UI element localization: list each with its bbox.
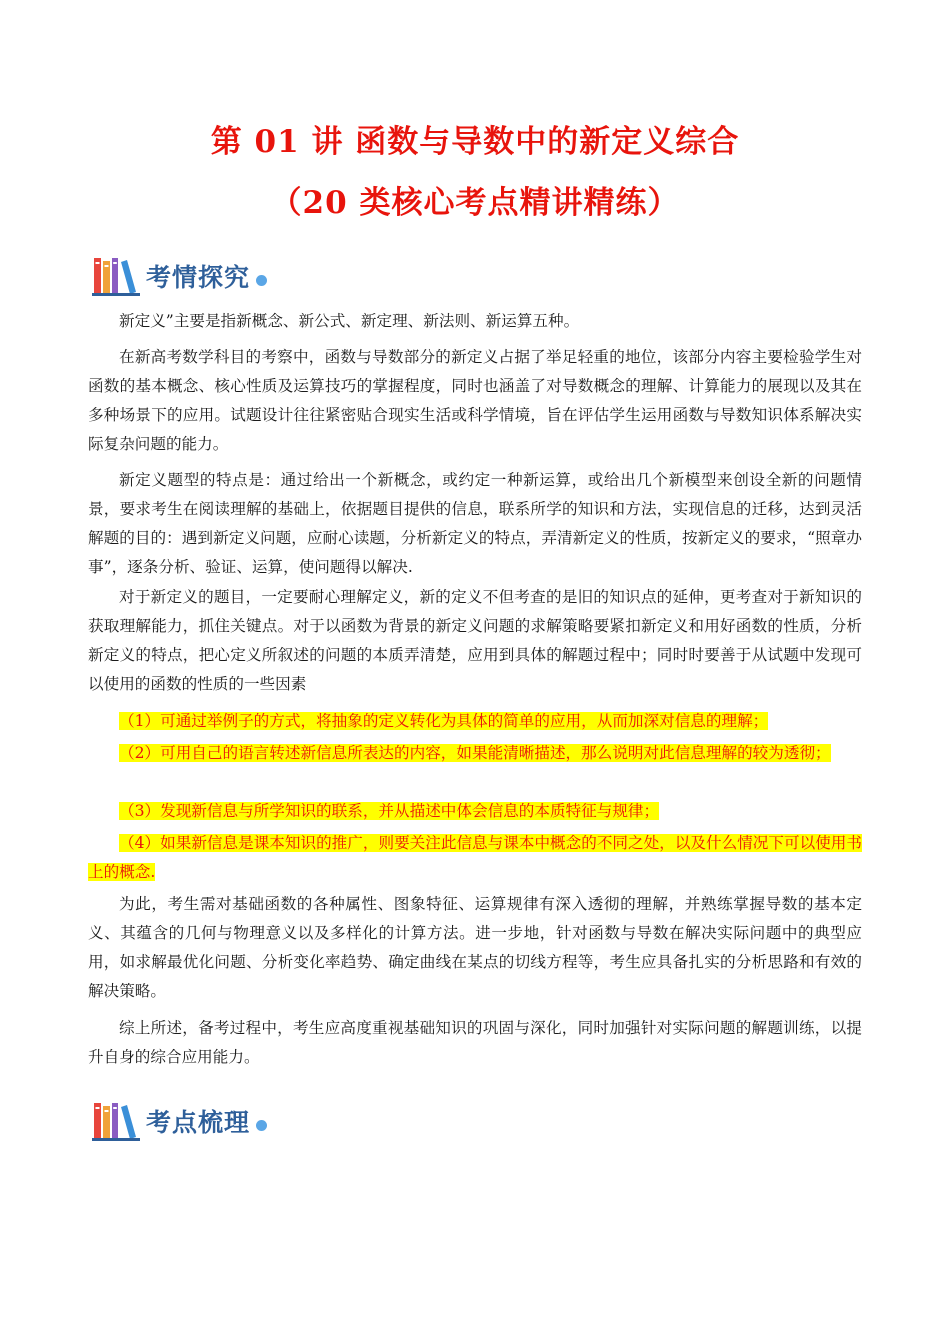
section-title: 考情探究 — [146, 263, 251, 292]
dot-icon — [256, 275, 267, 286]
page-title: 第 01 讲 函数与导数中的新定义综合 — [210, 124, 740, 160]
section-header-kaoqing — [92, 254, 267, 298]
paragraph-summary: 综上所述，备考过程中，考生应高度重视基础知识的巩固与深化，同时加强针对实际问题的解题训练，以提升自身的综合应用能力。 — [88, 1019, 862, 1066]
paragraph-strategy: 对于新定义的题目，一定要耐心理解定义，新的定义不但考查的是旧的知识点的延伸，更考查对于新知识的获取理解能力，抓住关键点。对于以函数为背景的新定义问题的求解策略要紧扣新定义和用好函数的性质，分析新定义的特点，把心定义所叙述的问题的本质弄清楚，应用到具体的解题过程中；同时时要善于从试题中发现可以使用的函数的性质的一些因素 — [88, 588, 862, 693]
section-title: 考点梳理 — [146, 1108, 251, 1137]
paragraph-question-features: 新定义题型的特点是：通过给出一个新概念，或约定一种新运算，或给出几个新模型来创设全新的问题情景，要求考生在阅读理解的基础上，依据题目提供的信息，联系所学的知识和方法，实现信息的迁移，达到灵活解题的目的：遇到新定义问题，应耐心读题，分析新定义的特点，弄清新定义的性质，按新定义的要求，“照章办事”，逐条分析、验证、运算，使问题得以解决. — [88, 471, 862, 576]
section-header-kaodian — [92, 1099, 267, 1143]
highlight-item-1: （1）可通过举例子的方式，将抽象的定义转化为具体的简单的应用，从而加深对信息的理解； — [119, 712, 769, 730]
books-icon — [92, 256, 142, 296]
books-icon — [92, 1101, 142, 1141]
dot-icon — [256, 1120, 267, 1131]
paragraph-exam-overview: 在新高考数学科目的考察中，函数与导数部分的新定义占据了举足轻重的地位，该部分内容主要检验学生对函数的基本概念、核心性质及运算技巧的掌握程度，同时也涵盖了对导数概念的理解、计算能力的展现以及其在多种场景下的应用。试题设计往往紧密贴合现实生活或科学情境，旨在评估学生运用函数与导数知识体系解决实际复杂问题的能力。 — [88, 348, 862, 453]
highlight-item-2: （2）可用自己的语言转述新信息所表达的内容，如果能清晰描述，那么说明对此信息理解的较为透彻； — [119, 744, 831, 762]
paragraph-preparation: 为此，考生需对基础函数的各种属性、图象特征、运算规律有深入透彻的理解，并熟练掌握导数的基本定义、其蕴含的几何与物理意义以及多样化的计算方法。进一步地，针对函数与导数在解决实际问题中的典型应用，如求解最优化问题、分析变化率趋势、确定曲线在某点的切线方程等，考生应具备扎实的分析思路和有效的解决策略。 — [88, 895, 862, 1000]
paragraph-intro: 新定义”主要是指新概念、新公式、新定理、新法则、新运算五种。 — [119, 312, 580, 330]
highlight-item-3: （3）发现新信息与所学知识的联系，并从描述中体会信息的本质特征与规律； — [119, 802, 660, 820]
page-subtitle: （20 类核心考点精讲精练） — [270, 185, 680, 221]
highlight-item-4: （4）如果新信息是课本知识的推广，则要关注此信息与课本中概念的不同之处，以及什么情况下可以使用书上的概念. — [88, 834, 862, 881]
